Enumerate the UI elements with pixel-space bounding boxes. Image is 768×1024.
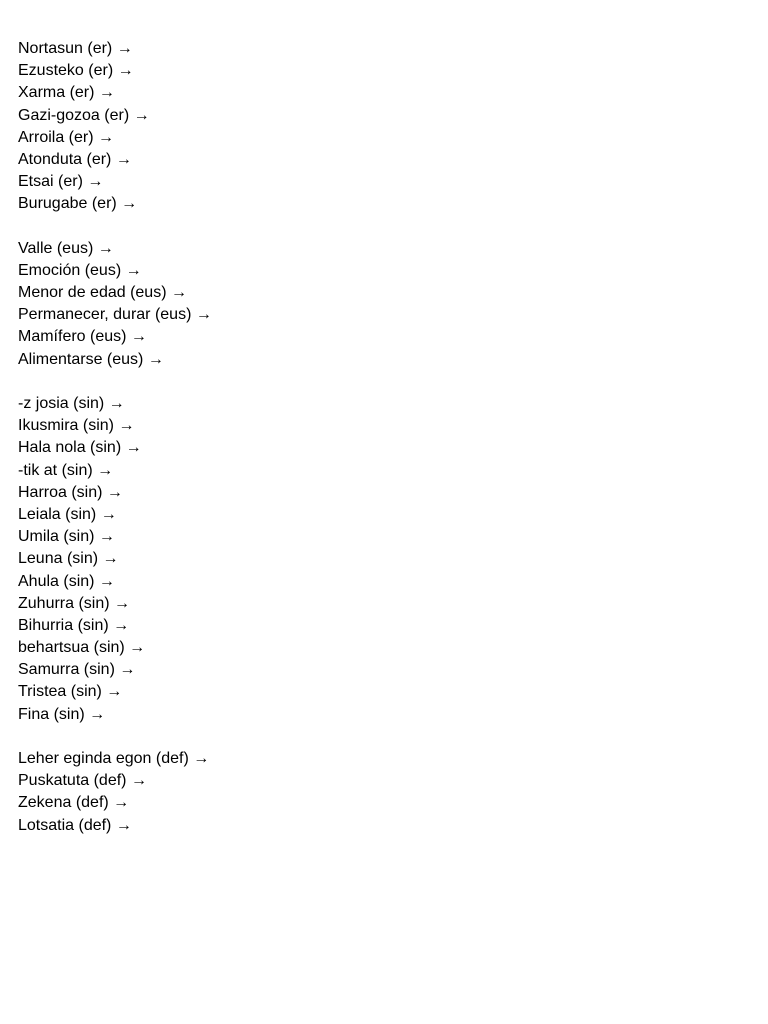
list-item: Fina (sin) → xyxy=(18,705,106,723)
list-item: Leuna (sin) → xyxy=(18,550,119,568)
list-item: Nortasun (er) → xyxy=(18,40,133,57)
list-item: Lotsatia (def) → xyxy=(18,816,132,834)
list-item: Ezusteko (er) → xyxy=(18,62,134,80)
list-item: Leiala (sin) → xyxy=(18,505,117,523)
list-item: Zekena (def) → xyxy=(18,794,130,812)
list-item: Menor de edad (eus) → xyxy=(18,284,187,302)
list-item: Atonduta (er) → xyxy=(18,150,132,168)
list-item: Ahula (sin) → xyxy=(18,572,115,590)
list-item: Samurra (sin) → xyxy=(18,661,136,679)
list-item: Etsai (er) → xyxy=(18,173,104,191)
section-def xyxy=(18,748,768,837)
list-item: Zuhurra (sin) → xyxy=(18,594,131,612)
list-item: Mamífero (eus) → xyxy=(18,328,147,346)
list-item: -tik at (sin) → xyxy=(18,461,114,479)
list-item: Burugabe (er) → xyxy=(18,195,138,213)
list-item: -z josia (sin) → xyxy=(18,395,125,412)
list-item: Arroila (er) → xyxy=(18,128,115,146)
list-item: Hala nola (sin) → xyxy=(18,439,142,457)
list-item: Ikusmira (sin) → xyxy=(18,417,135,435)
list-item: Puskatuta (def) → xyxy=(18,772,147,790)
list-item: Gazi-gozoa (er) → xyxy=(18,106,150,124)
list-item: Valle (eus) → xyxy=(18,239,114,257)
list-item: Tristea (sin) → xyxy=(18,683,123,701)
list-item: Harroa (sin) → xyxy=(18,483,123,501)
list-item: Bihurria (sin) → xyxy=(18,616,130,634)
list-item: Xarma (er) → xyxy=(18,84,115,102)
list-item: behartsua (sin) → xyxy=(18,639,146,657)
list-item: Emoción (eus) → xyxy=(18,261,142,279)
section-eus xyxy=(18,238,768,371)
list-item: Alimentarse (eus) → xyxy=(18,350,164,368)
list-item: Leher eginda egon (def) → xyxy=(18,750,210,767)
list-item: Umila (sin) → xyxy=(18,528,115,546)
section-sin xyxy=(18,393,768,726)
section-er xyxy=(18,38,768,216)
list-item: Permanecer, durar (eus) → xyxy=(18,306,212,324)
